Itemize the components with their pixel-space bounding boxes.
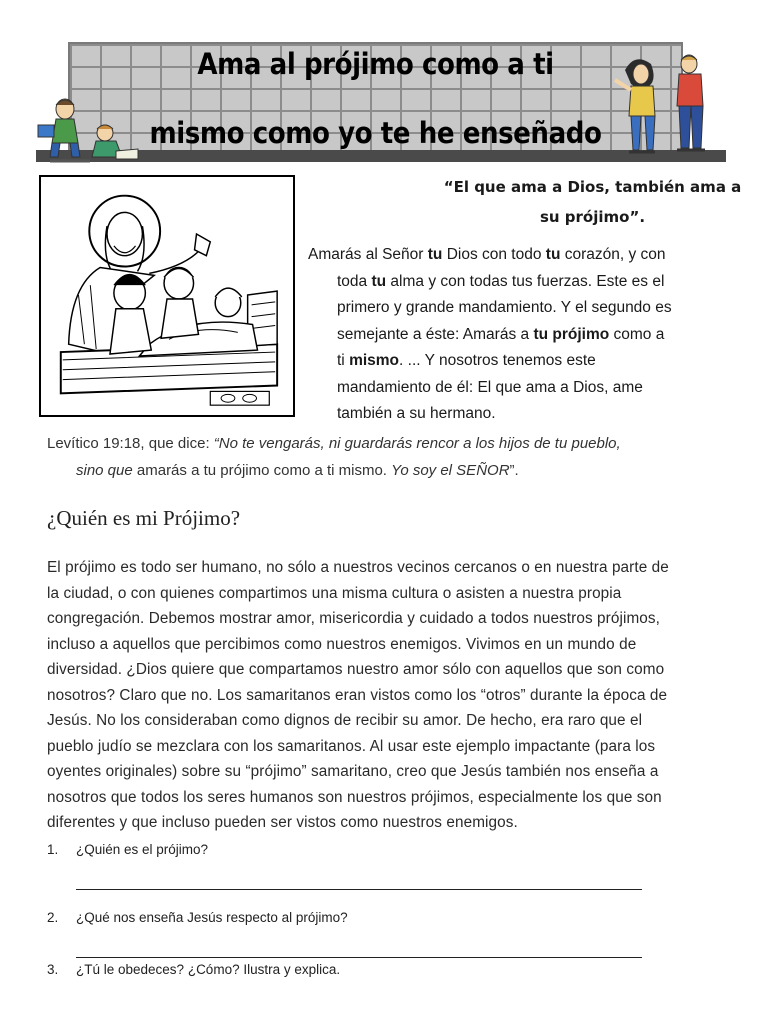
title-line-2: mismo como yo te he enseñado: [149, 116, 602, 150]
verse-text: Dios con todo: [442, 246, 546, 263]
kids-reading-illustration: [30, 95, 145, 165]
jesus-with-children-illustration: [39, 175, 295, 417]
body-line: nosotros que todos los seres humanos son nuestros prójimos, especialmente los que son: [47, 788, 662, 806]
key-quote: [420, 172, 765, 232]
verse-line: [308, 295, 748, 322]
verse-line: [308, 348, 748, 375]
leviticus-reference: Levítico 19:18, que dice:: [47, 435, 214, 452]
body-line: incluso a aquellos que percibimos como nuestros enemigos. Vivimos en un mundo de: [47, 635, 637, 653]
body-line: diferentes y que incluso pueden ser vistos como nuestros enemigos.: [47, 814, 518, 831]
body-line: pueblo judío se mezclara con los samaritanos. Al usar este ejemplo impactante (para los: [47, 737, 656, 755]
body-line: congregación. Debemos mostrar amor, misericordia y cuidado a todos nuestros prójimos,: [47, 610, 661, 627]
section-heading: ¿Quién es mi Prójimo?: [47, 506, 241, 530]
question-2-number: 2.: [47, 910, 59, 925]
question-3-number: 3.: [47, 962, 59, 977]
leviticus-line-2: [47, 457, 747, 484]
verse-text: toda: [337, 272, 372, 290]
quote-line-1: “El que ama a Dios, también ama a: [443, 178, 742, 196]
leviticus-citation: [47, 430, 747, 484]
body-line: oyentes originales) sobre su “prójimo” samaritano, creo que Jesús también nos enseña a: [47, 763, 659, 780]
body-line: Jesús. No los consideraban como dignos de recibir su amor. De hecho, era raro que el: [47, 712, 643, 729]
leviticus-quote-part-3: amarás a tu prójimo como a ti mismo.: [132, 462, 392, 479]
body-paragraph: [47, 555, 757, 836]
bible-verse-paragraph: [308, 242, 748, 428]
body-line: diversidad. ¿Dios quiere que compartamos nuestro amor sólo con aquellos que son como: [47, 661, 665, 678]
verse-text: semejante a éste: Amarás a: [337, 325, 534, 343]
leviticus-line-1: [47, 430, 747, 457]
quote-line-2: su prójimo”.: [539, 208, 646, 226]
kids-talking-illustration: [605, 50, 725, 160]
verse-text: ti: [337, 352, 350, 369]
question-1-number: 1.: [47, 842, 59, 857]
leviticus-quote-part-1: “No te vengarás, ni guardarás rencor a los hijos de tu pueblo,: [213, 435, 621, 452]
question-3-text: ¿Tú le obedeces? ¿Cómo? Ilustra y explica.: [76, 962, 341, 977]
verse-text: primero y grande mandamiento. Y el segundo es: [337, 299, 672, 316]
verse-emphasis: tu prójimo: [533, 325, 610, 343]
verse-text: también a su hermano.: [337, 405, 496, 422]
answer-line-2[interactable]: [76, 957, 642, 958]
verse-emphasis: tu: [427, 246, 443, 263]
verse-emphasis: tu: [371, 272, 387, 290]
leviticus-quote-part-2: sino que: [76, 462, 133, 479]
verse-line: [308, 322, 748, 349]
leviticus-quote-part-4: Yo soy el SEÑOR: [391, 462, 510, 479]
verse-line: [308, 375, 748, 402]
verse-line: [308, 242, 748, 269]
body-line: nosotros? Claro que no. Los samaritanos eran vistos como los “otros” durante la época de: [47, 686, 668, 704]
verse-text: corazón, y con: [560, 246, 666, 263]
verse-line: [308, 269, 748, 296]
title-line-1: Ama al prójimo como a ti: [197, 47, 554, 81]
verse-text: . ... Y nosotros tenemos este: [399, 352, 596, 369]
verse-text: alma y con todas tus fuerzas. Este es el: [386, 272, 665, 290]
body-line: la ciudad, o con quienes compartimos una misma cultura o asisten a nuestra propia: [47, 584, 622, 602]
verse-text: como a: [609, 325, 665, 343]
question-1-text: ¿Quién es el prójimo?: [76, 842, 209, 857]
verse-line: [308, 401, 748, 428]
answer-line-1[interactable]: [76, 889, 642, 890]
verse-text: mandamiento de él: El que ama a Dios, ame: [337, 378, 643, 396]
verse-text: Amarás al Señor: [308, 246, 428, 263]
verse-emphasis: tu: [545, 246, 561, 263]
verse-emphasis: mismo: [349, 352, 400, 369]
question-2-text: ¿Qué nos enseña Jesús respecto al prójimo?: [76, 910, 348, 925]
leviticus-quote-end: ”.: [509, 462, 519, 479]
body-line: El prójimo es todo ser humano, no sólo a nuestros vecinos cercanos o en nuestra parte de: [47, 559, 669, 576]
